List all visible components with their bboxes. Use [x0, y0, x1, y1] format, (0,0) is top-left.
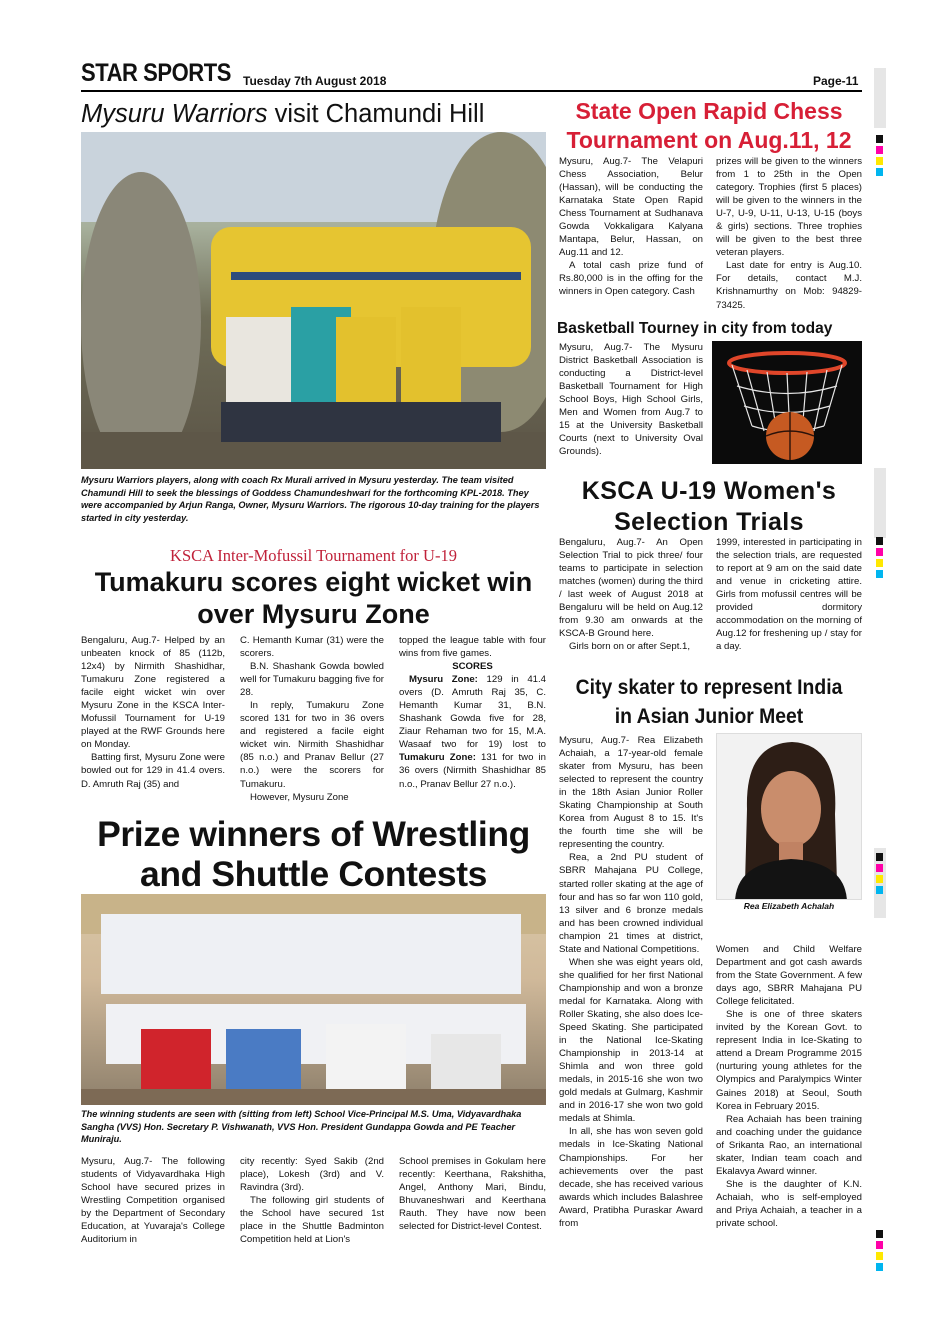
chess-col1-para: A total cash prize fund of Rs.80,000 is in the offing for the winners in Open category. Cash — [559, 260, 703, 298]
ksca-women-col2 — [716, 536, 862, 653]
registration-marks-bottom — [876, 1230, 883, 1274]
wrestling-col1 — [81, 1155, 225, 1246]
basketball-headline: Basketball Tourney in city from today — [557, 320, 833, 337]
chess-col1-para: Mysuru, Aug.7- The Velapuri Chess Association, Belur (Hassan), will be conducting the Karnataka State Open Rapid Chess Tournament at Sudhanava Gowda Vokkaligara Kalyana Mantapa, Belur, Hassan, on Aug.11 and 12. — [559, 156, 703, 259]
tumakuru-kicker: KSCA Inter-Mofussil Tournament for U-19 — [170, 546, 457, 565]
tumakuru-headline-line2: over Mysuru Zone — [197, 599, 430, 629]
basketball-hoop-illustration — [712, 341, 862, 464]
basketball-body — [559, 341, 703, 458]
skater-col2-para: Rea Achaiah has been training and coaching under the guidance of Srikanta Rao, an international skater, Indian team coach and Ekalavya Award winner. — [716, 1113, 862, 1177]
skater-col2-para: Women and Child Welfare Department and got cash awards from the State Government. A few days ago, SBRR Mahajana PU College felicitated. — [716, 944, 862, 1008]
tumakuru-scores-text — [399, 673, 546, 790]
wrestling-col2-para: The following girl students of the School have secured 1st place in the Shuttle Badminton Competition held at Lion's — [240, 1195, 384, 1246]
chess-headline — [556, 97, 862, 155]
skater-portrait-illustration — [717, 734, 862, 900]
registration-marks-top — [876, 135, 883, 179]
skater-col1-para: Mysuru, Aug.7- Rea Elizabeth Achaiah, a 17-year-old female skater from Mysuru, has been selected to represent the country in the 18th Asian Junior Roller Skating Championship at South Korea from August 8 to 15. It's the fourth time she will be representing the country. — [559, 735, 703, 851]
ksca-women-col1-para: Girls born on or after Sept.1, — [569, 641, 691, 653]
skater-col1-para: In all, she has won seven gold medals in Ice-Skating National Championships. For her achievements over the past decade, she has received various awards which includes Balashree Award, Pratibha Puraskar Award from — [559, 1126, 703, 1229]
ksca-women-headline — [556, 476, 862, 538]
wrestling-col3-para: School premises in Gokulam here recently: Keerthana, Rakshitha, Angel, Anthony Mari, Bindu, Bhuvaneshwari and Keerthana Rauth. They have now been selected for District-level Contest. — [399, 1156, 546, 1233]
ksca-women-headline-line1: KSCA U-19 Women's — [581, 477, 837, 505]
warriors-team-photo — [81, 132, 546, 469]
basketball-hoop-photo — [712, 341, 862, 464]
skater-col2 — [716, 943, 862, 1230]
wrestling-col2-para: city recently: Syed Sakib (2nd place), Lokesh (3rd) and V. Ravindra (3rd). — [240, 1156, 384, 1194]
wrestling-col2 — [240, 1155, 384, 1246]
tumakuru-col2-para: In reply, Tumakuru Zone scored 131 for two in 36 overs and registered a facile eight wicket win. Nirmith Shashidhar (85 n.o.) and Pranav Bellur (27 n.o.) were the scorers for Tumakuru. — [240, 700, 384, 790]
wrestling-col1-para: Mysuru, Aug.7- The following students of Vidyavardhaka High School have secured prizes in Wrestling Competition organised by the Department of Secondary Education, at Yuvaraja's College Auditorium in — [81, 1156, 225, 1246]
tumakuru-col1-para: Batting first, Mysuru Zone were bowled out for 129 in 41.4 overs. D. Amruth Raj (35) and — [81, 752, 225, 790]
margin-strip — [874, 68, 886, 1268]
ksca-women-headline-line2: Selection Trials — [614, 508, 804, 536]
warriors-caption-text: Mysuru Warriors players, along with coach Rx Murali arrived in Mysuru yesterday. The team visited Chamundi Hill to seek the blessings of Goddess Chamundeshwari for the forthcoming KPL-2018. They were accompanied by Arjun Ranga, Owner, Mysuru Warriors. The rigorous 10-day training for the players started in city yesterday. — [81, 475, 540, 523]
tumakuru-col2-para: However, Mysuru Zone — [250, 791, 349, 803]
wrestling-col3 — [399, 1155, 546, 1233]
ksca-women-col2-para: 1999, interested in participating in the selection trials, are requested to report at 9 am on the said date and venue in cricketing attire. Girls from mofussil centres will be provided dormitory accommodation on the morning of Aug.12 for freshening up / stay for a day. — [716, 537, 862, 653]
tumakuru-col2-para: B.N. Shashank Gowda bowled well for Tumakuru bagging five for 28. — [240, 661, 384, 699]
chess-col2 — [716, 155, 862, 312]
wrestling-headline — [81, 814, 546, 894]
masthead-name: STAR SPORTS — [81, 59, 231, 87]
chess-col1 — [559, 155, 703, 299]
warriors-caption — [81, 474, 546, 524]
skater-col2-para: She is the daughter of K.N. Achaiah, who is self-employed and Priya Achaiah, a teacher in a private school. — [716, 1178, 862, 1229]
masthead-rule — [81, 90, 862, 92]
skater-col1-para: When she was eight years old, she qualified for her first National Championship and won a bronze medal for Karnataka. Along with Roller Skating, she also does Ice-Speed Skating. She participated in the National Ice-Skating Championship in 2013-14 at Shimla and won three gold medals, in 2015-16 she won two gold medals at Gulmarg, Kashmir and in 2016-17 she won two gold medals at Shimla. — [559, 956, 703, 1125]
wrestling-photo-illustration — [81, 894, 546, 1105]
skater-col1-para: Rea, a 2nd PU student of SBRR Mahajana PU College, started roller skating at the age of four and has so far won 110 gold, 13 silver and 6 bronze medals and has been crowned individual champion 21 times at district, State and National Competitions. — [559, 852, 703, 955]
warriors-photo-illustration — [81, 132, 546, 469]
skater-portrait-photo — [716, 733, 862, 900]
skater-col1 — [559, 734, 703, 1230]
skater-headline-line2: in Asian Junior Meet — [614, 704, 804, 728]
chess-headline-line1: State Open Rapid Chess — [575, 98, 843, 124]
ksca-women-col1-para: Bengaluru, Aug.7- An Open Selection Trial to pick three/ four teams to participate in selection matches (women) during the third / last week of August 2018 at Bengaluru will be held on Aug.12 from 9.30 am onwards at the KSCA-B Ground here. — [559, 537, 703, 640]
wrestling-group-photo — [81, 894, 546, 1105]
skater-headline-line1: City skater to represent India — [575, 675, 843, 699]
wrestling-headline-line1: Prize winners of Wrestling — [97, 814, 530, 854]
tumakuru-col2-para: C. Hemanth Kumar (31) were the scorers. — [240, 635, 384, 660]
masthead-date: Tuesday 7th August 2018 — [243, 74, 387, 88]
warriors-headline-rest: visit Chamundi Hill — [267, 100, 485, 128]
chess-col2-para: prizes will be given to the winners from 1 to 25th in the Open category. Trophies (first 5 places) will be given to the winners in the U-7, U-9, U-11, U-13, U-15 (boys & girls) sections. Three trophies will be given to the best three veteran players. — [716, 156, 862, 259]
tumakuru-headline — [81, 566, 546, 630]
ksca-women-col1 — [559, 536, 703, 653]
skater-photo-caption: Rea Elizabeth Achalah — [743, 901, 835, 911]
warriors-headline — [81, 97, 546, 131]
registration-marks-lower — [876, 853, 883, 897]
tumakuru-col1-para: Bengaluru, Aug.7- Helped by an unbeaten knock of 85 (112b, 12x4) by Nirmith Shashidhar, Tumakuru Zone registered a facile eight wicket win over Mysuru Zone in the KSCA Inter-Mofussil Tournament for U-19 played at the RWF Grounds here on Monday. — [81, 635, 225, 751]
tumakuru-scores-label: SCORES — [452, 661, 493, 673]
wrestling-caption — [81, 1108, 546, 1146]
warriors-headline-italic: Mysuru Warriors — [81, 100, 268, 128]
skater-headline — [571, 673, 846, 731]
tumakuru-scores-text2: 131 for two in 36 overs (Nirmith Shashidhar 85 n.o., Pranav Bellur 27 n.o.). — [399, 752, 546, 790]
chess-headline-line2: Tournament on Aug.11, 12 — [566, 127, 852, 153]
tumakuru-col2 — [240, 634, 384, 804]
wrestling-headline-line2: and Shuttle Contests — [139, 854, 488, 894]
tumakuru-col1 — [81, 634, 225, 791]
tumakuru-scores-text1: 129 in 41.4 overs (D. Amruth Raj 35, C. Hemanth Kumar 31, B.N. Shashank Gowda five for 28, Ziaur Rehaman two for 15, M.A. Wasaaf two for 19) lost to — [399, 674, 546, 751]
wrestling-caption-text: The winning students are seen with (sitting from left) School Vice-Principal M.S. Uma, Vidyavardhaka Sangha (VVS) Hon. Secretary P. Vishwanath, VVS Hon. President Gundappa Gowda and PE Teacher Muniraju. — [81, 1109, 522, 1145]
tumakuru-headline-line1: Tumakuru scores eight wicket win — [94, 567, 533, 597]
basketball-body-text: Mysuru, Aug.7- The Mysuru District Basketball Association is conducting a District-level Basketball Tournament for High School Boys, High School Girls, Men and Women from Aug.7 to 15 at the University Basketball Courts (next to University Oval Grounds). — [559, 342, 703, 458]
skater-col2-para: She is one of three skaters invited by the Korean Govt. to represent India in Ice-Skating to attend a Dream Programme 2015 (nurturing young athletes for the Olympics and Paralympics Winter Gaines 2018) at Seoul, South Korea in February 2015. — [716, 1009, 862, 1112]
tumakuru-col3 — [399, 634, 546, 791]
registration-marks-upper — [876, 537, 883, 581]
tumakuru-col3-intro: topped the league table with four wins from five games. — [399, 635, 546, 660]
tumakuru-scores-lead1: Mysuru Zone: — [409, 674, 478, 686]
chess-col2-para: Last date for entry is Aug.10. For details, contact M.J. Krishnamurthy on Mob: 94829-73425. — [716, 260, 862, 311]
page-number: Page-11 — [813, 74, 859, 88]
tumakuru-scores-lead2: Tumakuru Zone: — [399, 752, 476, 764]
